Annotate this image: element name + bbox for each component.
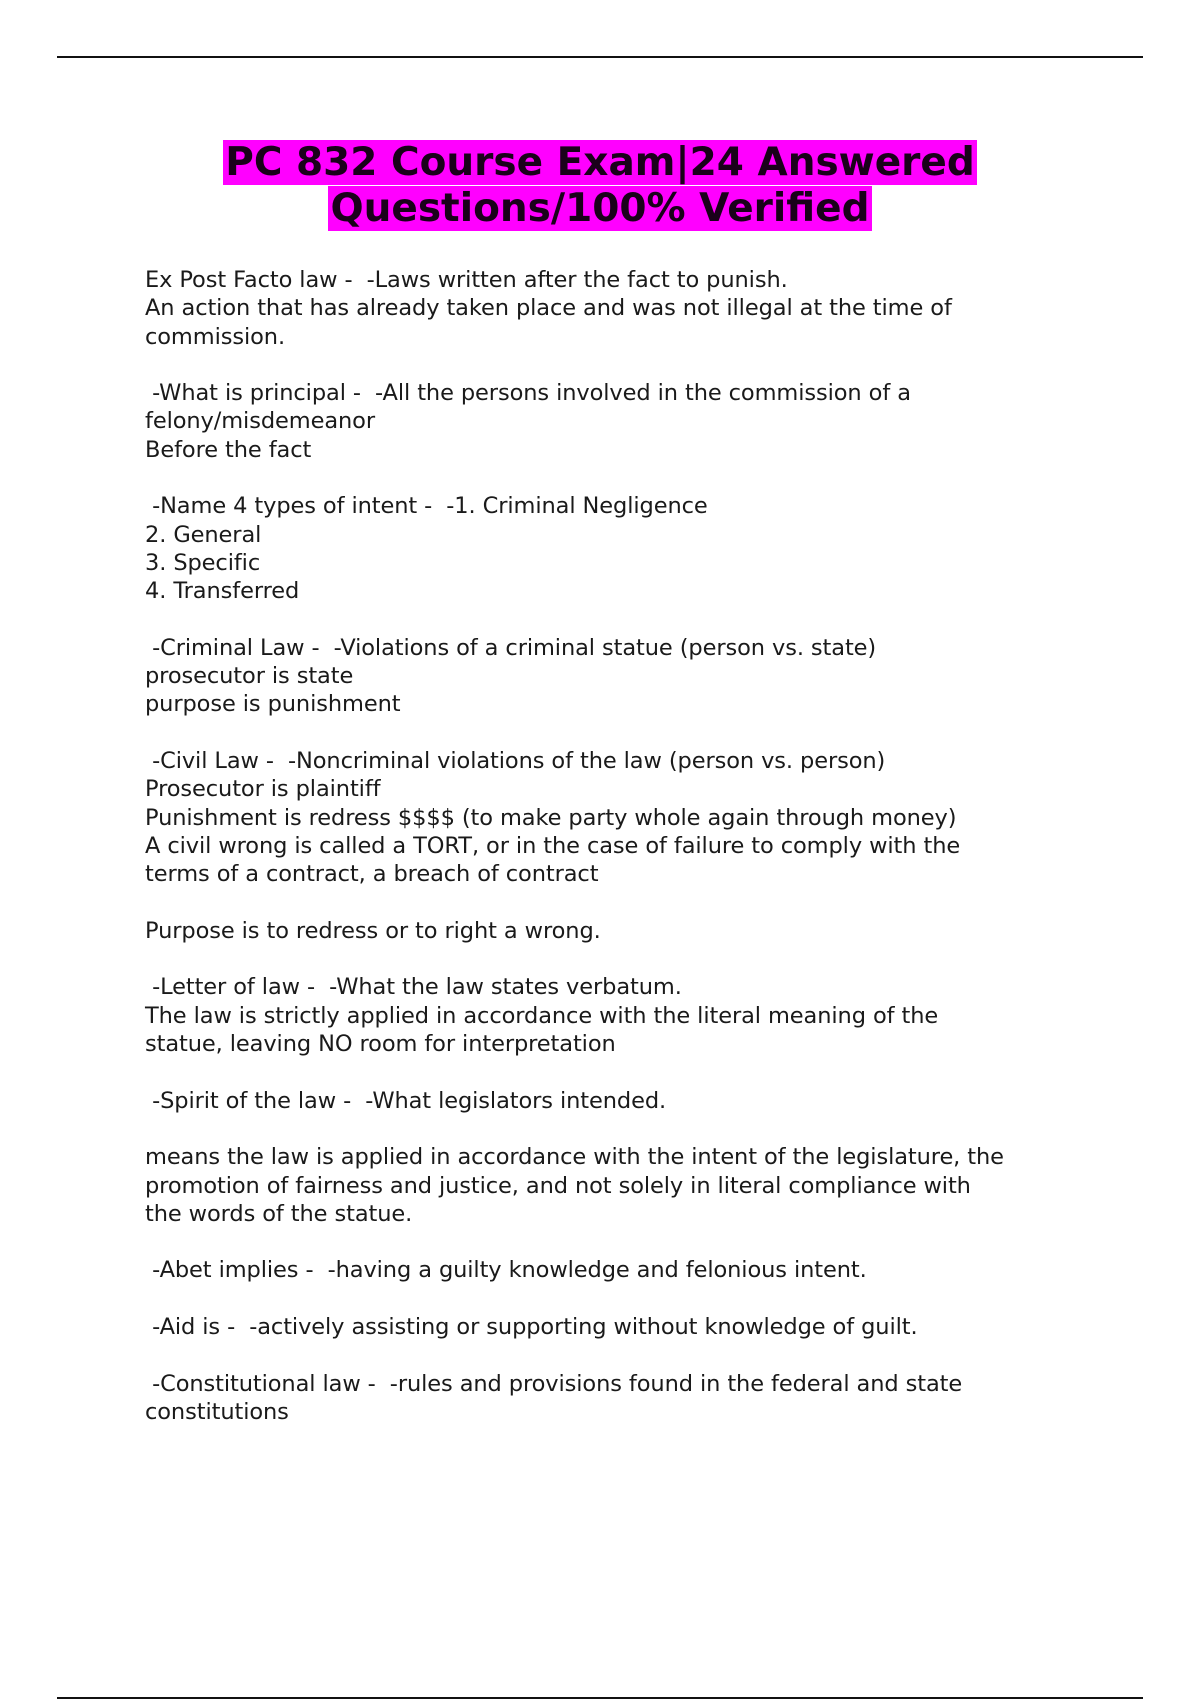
qa-line: commission. (145, 323, 285, 350)
qa-item-intent-types (145, 492, 1085, 605)
qa-line: -Constitutional law - -rules and provisions found in the federal and state (145, 1370, 963, 1397)
qa-line: statue, leaving NO room for interpretation (145, 1031, 616, 1058)
qa-item-criminal-law (145, 634, 1085, 719)
qa-line: 4. Transferred (145, 578, 300, 605)
qa-line: -Aid is - -actively assisting or supporting without knowledge of guilt. (145, 1313, 918, 1340)
qa-line: -Criminal Law - -Violations of a criminal statue (person vs. state) (145, 634, 877, 661)
qa-line: the words of the statue. (145, 1200, 413, 1227)
qa-line: Purpose is to redress or to right a wrong. (145, 917, 601, 944)
qa-line: The law is strictly applied in accordance with the literal meaning of the (145, 1002, 939, 1029)
qa-line: Punishment is redress $$$$ (to make party whole again through money) (145, 804, 957, 831)
qa-line: -What is principal - -All the persons involved in the commission of a (145, 380, 911, 407)
page-bottom-rule (57, 1697, 1143, 1699)
qa-item-principal (145, 379, 1085, 464)
qa-item-ex-post-facto (145, 266, 1085, 351)
qa-item-aid (145, 1313, 1085, 1341)
qa-line: 2. General (145, 521, 262, 548)
qa-line: -Abet implies - -having a guilty knowledge and felonious intent. (145, 1257, 867, 1284)
qa-line: promotion of fairness and justice, and not solely in literal compliance with (145, 1172, 971, 1199)
qa-line: means the law is applied in accordance with the intent of the legislature, the (145, 1144, 1004, 1171)
qa-line: purpose is punishment (145, 691, 401, 718)
qa-item-abet (145, 1256, 1085, 1284)
qa-line: constitutions (145, 1398, 289, 1425)
qa-line: felony/misdemeanor (145, 408, 375, 435)
qa-item-constitutional-law (145, 1370, 1085, 1427)
qa-item-letter-of-law (145, 973, 1085, 1058)
title-line-1: PC 832 Course Exam|24 Answered (225, 140, 975, 185)
qa-line: -Letter of law - -What the law states verbatum. (145, 974, 682, 1001)
qa-item-spirit-of-law (145, 1087, 1085, 1228)
qa-line: -Name 4 types of intent - -1. Criminal Negligence (145, 493, 708, 520)
qa-item-civil-law (145, 747, 1085, 945)
title-line-2: Questions/100% Verified (330, 186, 870, 231)
document-title (0, 140, 1200, 232)
page-top-rule (57, 56, 1143, 58)
qa-line: -Spirit of the law - -What legislators intended. (145, 1087, 667, 1114)
qa-line: terms of a contract, a breach of contract (145, 861, 599, 888)
qa-line: Prosecutor is plaintiff (145, 776, 381, 803)
qa-line: An action that has already taken place and was not illegal at the time of (145, 295, 952, 322)
qa-line: Ex Post Facto law - -Laws written after the fact to punish. (145, 267, 788, 293)
qa-line: -Civil Law - -Noncriminal violations of the law (person vs. person) (145, 748, 886, 775)
qa-line: 3. Specific (145, 549, 261, 576)
qa-line: A civil wrong is called a TORT, or in the case of failure to comply with the (145, 832, 961, 859)
qa-list (145, 266, 1085, 1454)
qa-line: Before the fact (145, 436, 312, 463)
qa-line: prosecutor is state (145, 663, 354, 690)
